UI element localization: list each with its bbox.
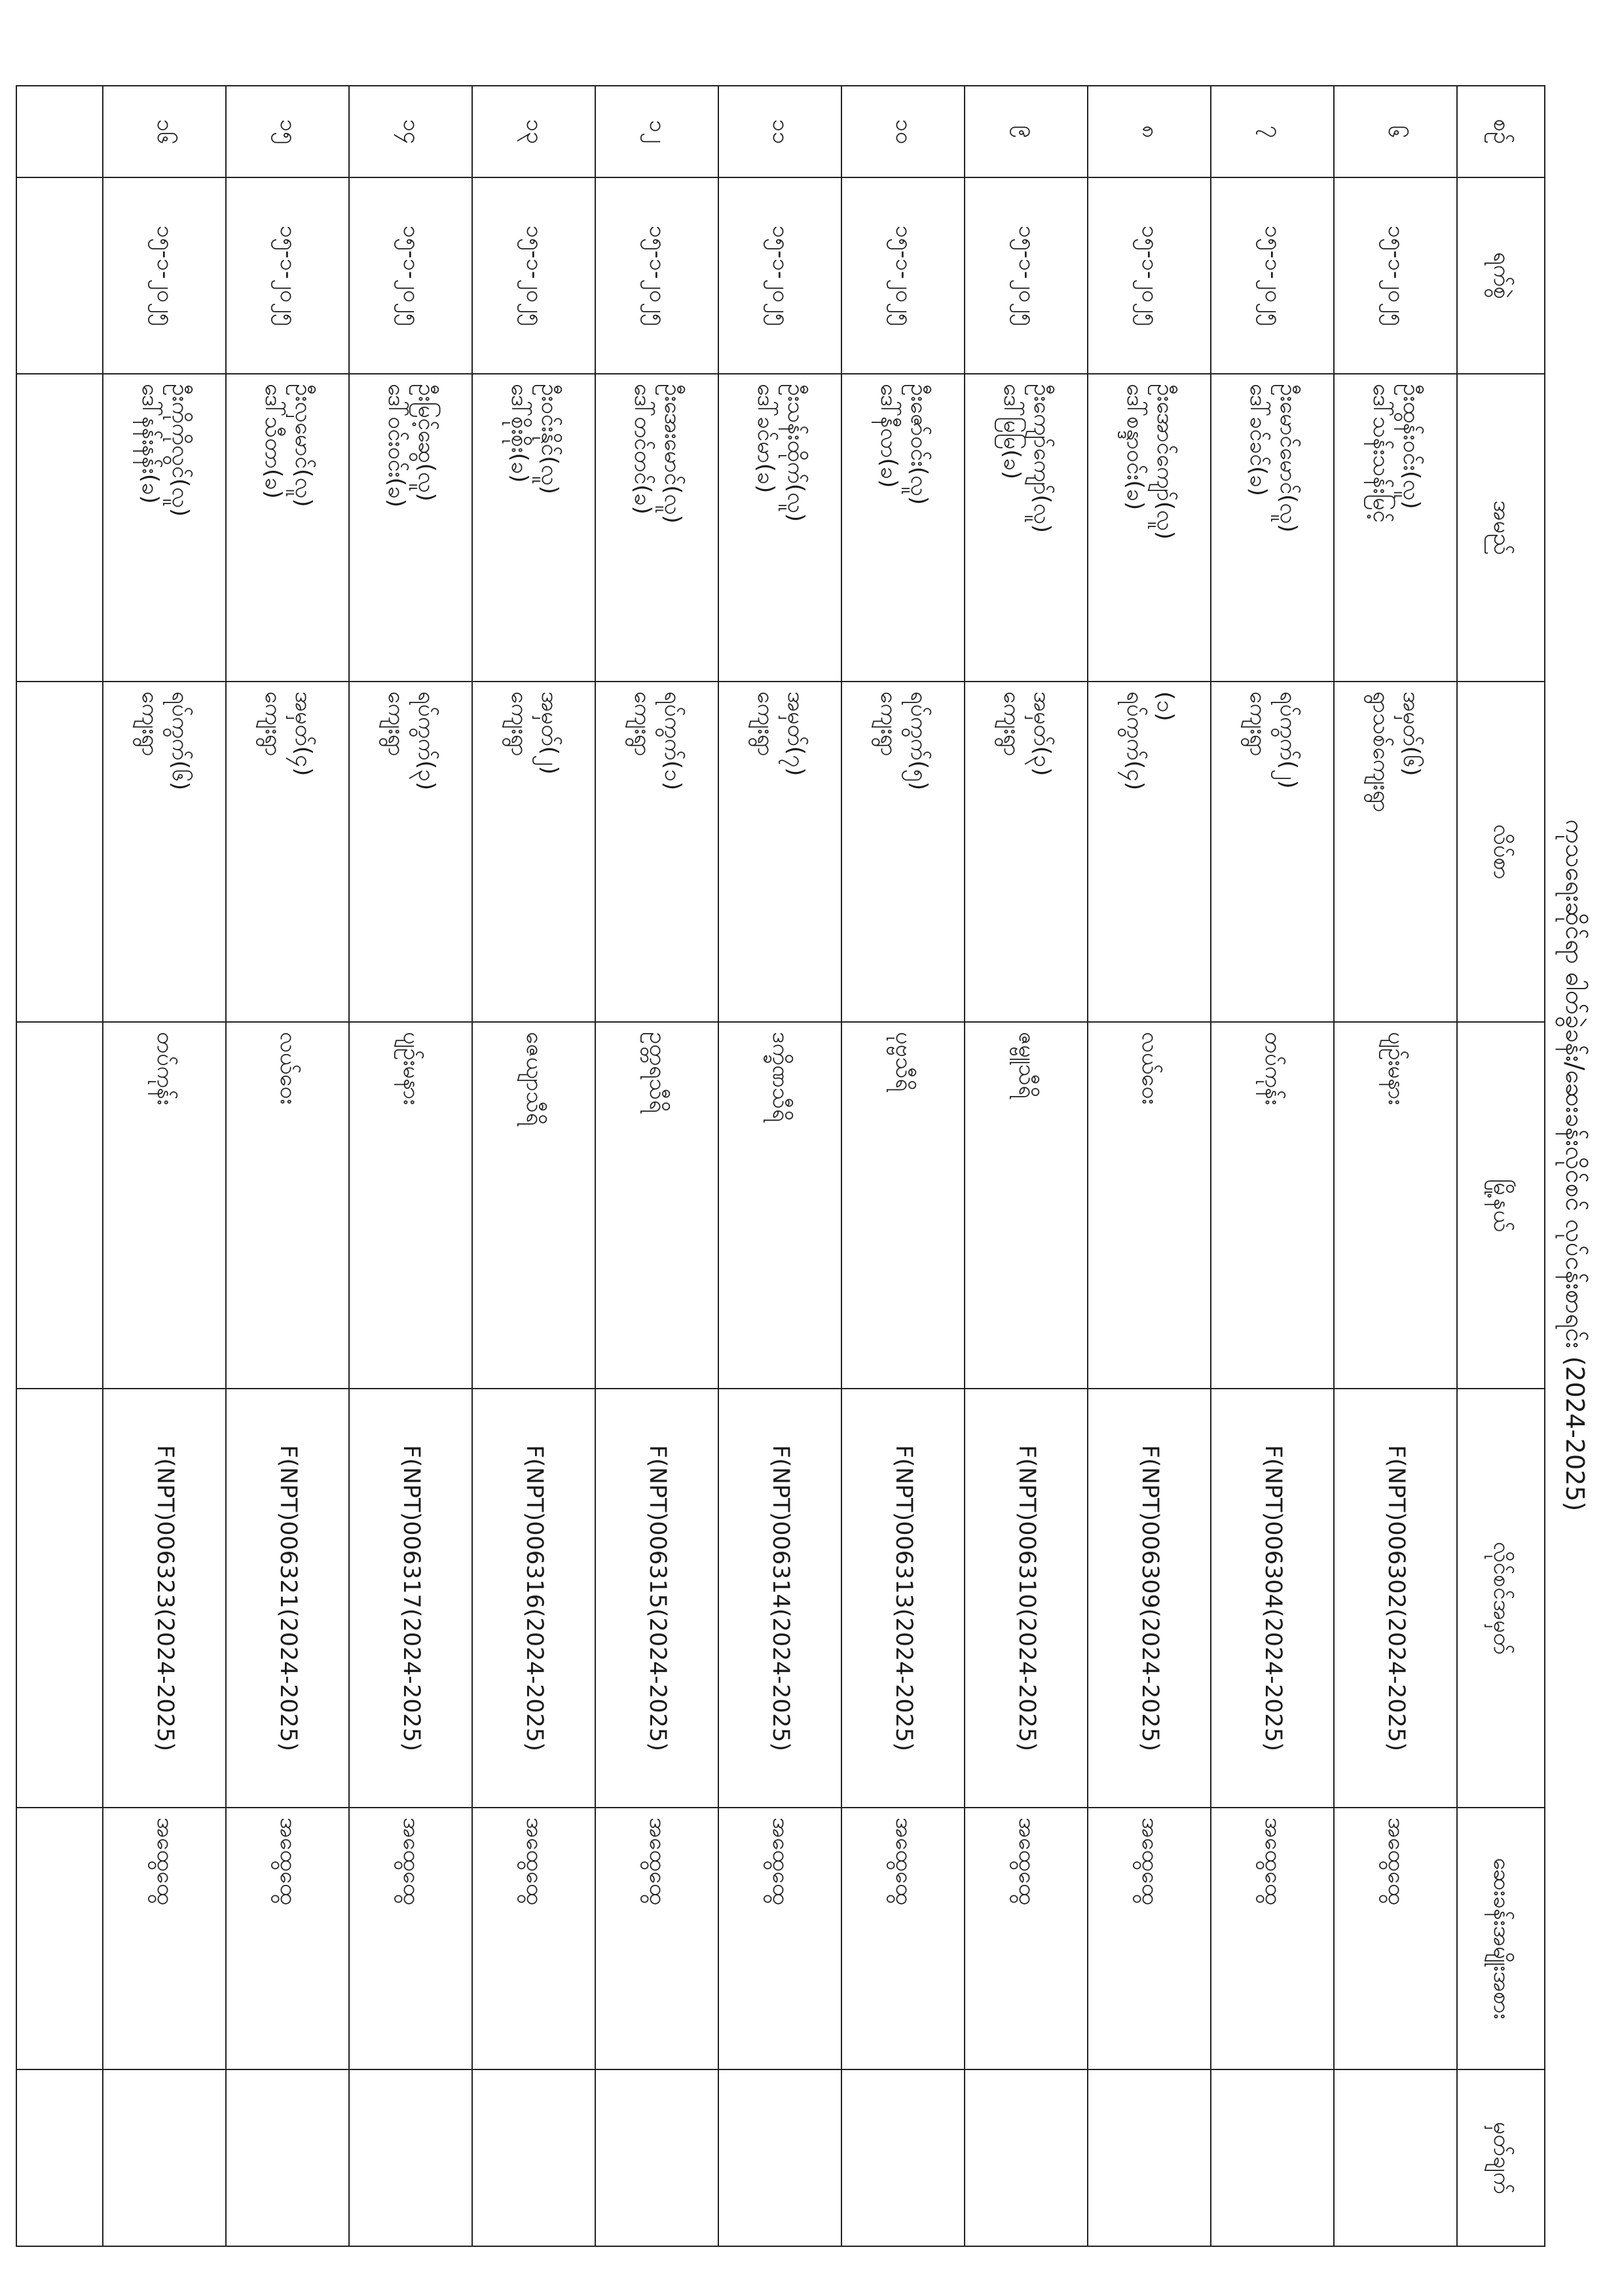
name-line: ဒေါ်ဝင်းဝင်း(ခ) <box>383 384 409 508</box>
cell-license: F(NPT)006314(2024-2025) <box>718 1389 841 1808</box>
address-line: ကျေးရွာ <box>260 691 286 757</box>
header-address: လိပ်စာ <box>1457 682 1545 1022</box>
cell-address <box>1211 682 1334 1022</box>
table-header-row <box>1457 86 1545 2246</box>
cell-name <box>16 374 103 682</box>
cell-license: F(NPT)006316(2024-2025) <box>472 1389 595 1808</box>
address-line: ကျေးရွာ <box>1245 691 1271 757</box>
cell-no: ၁၂ <box>595 86 718 177</box>
table-body <box>16 86 1457 2246</box>
address-line: ကျေးရွာ <box>752 691 779 757</box>
table-row <box>1334 86 1457 2246</box>
address-line: အမှတ်(၆) <box>1397 691 1424 776</box>
cell-name <box>103 374 226 682</box>
address-line: ကျေးရွာ <box>137 691 163 757</box>
cell-address <box>226 682 349 1022</box>
name-line: ဒေါ်သီတာ(ခ) <box>260 384 286 499</box>
cell-township: ဥတ္တရသီရိ <box>595 1022 718 1389</box>
cell-remark <box>349 2069 472 2246</box>
name-line: ဦးဇော်ဝင်း(လူ) <box>905 384 932 505</box>
cell-type: အထွေထွေ <box>1088 1808 1211 2069</box>
cell-license: F(NPT)006302(2024-2025) <box>1334 1389 1457 1808</box>
cell-remark <box>16 2069 103 2246</box>
address-line: အမှတ်(၇) <box>782 691 809 776</box>
cell-remark <box>965 2069 1088 2246</box>
cell-no <box>16 86 103 177</box>
cell-address <box>16 682 103 1022</box>
cell-license: F(NPT)006315(2024-2025) <box>595 1389 718 1808</box>
cell-name <box>718 374 841 682</box>
cell-no: ၈ <box>1088 86 1211 177</box>
cell-township: ဇမ္ဗူသီရိ <box>965 1022 1088 1389</box>
cell-license: F(NPT)006304(2024-2025) <box>1211 1389 1334 1808</box>
cell-name <box>965 374 1088 682</box>
cell-no: ၉ <box>965 86 1088 177</box>
header-township: မြို့နယ် <box>1457 1022 1545 1389</box>
cell-date: ၁၅-၁-၂၀၂၅ <box>103 177 226 374</box>
cell-address <box>103 682 226 1022</box>
address-line: ရပ်ကွက်(၁) <box>659 691 686 791</box>
cell-date: ၁၅-၁-၂၀၂၅ <box>349 177 472 374</box>
name-line: ဒေါ်ခင်မာ(ခ) <box>752 384 779 494</box>
cell-name <box>841 374 965 682</box>
address-line: အမှတ်(၂) <box>536 691 563 774</box>
cell-township: တပ်ကုန်း <box>1211 1022 1334 1389</box>
cell-township: လယ်ဝေး <box>226 1022 349 1389</box>
address-line: ကျေးရွာ <box>506 691 532 757</box>
address-line: ကျေးရွာ <box>629 691 655 757</box>
cell-no: ၁၅ <box>226 86 349 177</box>
cell-type: အထွေထွေ <box>226 1808 349 2069</box>
cell-date: ၁၅-၁-၂၀၂၅ <box>595 177 718 374</box>
cell-address <box>965 682 1088 1022</box>
cell-remark <box>1088 2069 1211 2246</box>
header-type: ဆေးခန်းအမျိုးအစား <box>1457 1808 1545 2069</box>
address-line: ရပ်ကွက်(၅) <box>905 691 932 791</box>
cell-type: အထွေထွေ <box>718 1808 841 2069</box>
cell-no: ၇ <box>1211 86 1334 177</box>
table-row <box>718 86 841 2246</box>
cell-remark <box>718 2069 841 2246</box>
cell-address <box>349 682 472 1022</box>
cell-license: F(NPT)006323(2024-2025) <box>103 1389 226 1808</box>
cell-type: အထွေထွေ <box>103 1808 226 2069</box>
document-title: ကုသရေးဆိုင်ရာ ဓါတ်ခွဲခန်း/ဆေးခန်းလိုင်စင် လုပ်ငန်းစာရင်း (2024-2025) <box>1560 819 1589 1512</box>
cell-name <box>226 374 349 682</box>
cell-township: ပျဉ်းမနား <box>1334 1022 1457 1389</box>
table-row <box>1088 86 1211 2246</box>
cell-license: F(NPT)006309(2024-2025) <box>1088 1389 1211 1808</box>
cell-remark <box>472 2069 595 2246</box>
header-remark: မှတ်ချက် <box>1457 2069 1545 2246</box>
cell-name <box>349 374 472 682</box>
address-line: ရွာသစ်ကျေးရွာ <box>1368 691 1394 812</box>
cell-township: ဇေယျာသီရိ <box>472 1022 595 1389</box>
cell-date: ၁၅-၁-၂၀၂၅ <box>1211 177 1334 374</box>
cell-type: အထွေထွေ <box>595 1808 718 2069</box>
name-line: ဒေါ်စိုးစိုး(ခ) <box>506 384 532 483</box>
cell-type: အထွေထွေ <box>965 1808 1088 2069</box>
cell-name <box>595 374 718 682</box>
table-row <box>103 86 226 2246</box>
address-line: ကျေးရွာ <box>383 691 409 757</box>
header-name: အမည် <box>1457 374 1545 682</box>
table-row <box>1211 86 1334 2246</box>
name-line: ဦးမြင့်ဆွေ(လူ) <box>413 384 439 501</box>
name-line: ဦးမောင်မောင်(လူ) <box>1274 384 1301 533</box>
table-row <box>841 86 965 2246</box>
cell-name <box>1334 374 1457 682</box>
cell-township <box>16 1022 103 1389</box>
cell-address <box>595 682 718 1022</box>
table-row <box>226 86 349 2246</box>
cell-remark <box>1211 2069 1334 2246</box>
name-line: ဦးကိုကိုလွင်(လူ) <box>166 384 193 517</box>
cell-address <box>472 682 595 1022</box>
name-line: ဒေါ်မြမြ(ခ) <box>999 384 1025 480</box>
cell-township: ပုဗ္ဗသီရိ <box>841 1022 965 1389</box>
address-line: ရပ်ကွက်(၆) <box>166 691 193 791</box>
address-line: အမှတ်(၄) <box>289 691 316 776</box>
table-row <box>16 86 103 2246</box>
address-line: ရပ်ကွက်(၂) <box>1274 691 1301 789</box>
cell-remark <box>595 2069 718 2246</box>
cell-address <box>841 682 965 1022</box>
address-line: အမှတ်(၃) <box>1028 691 1055 776</box>
cell-type: အထွေထွေ <box>349 1808 472 2069</box>
cell-no: ၁၃ <box>472 86 595 177</box>
cell-township: လယ်ဝေး <box>1088 1022 1211 1389</box>
cell-date: ၁၅-၁-၂၀၂၅ <box>965 177 1088 374</box>
name-line: ဦးအေးမောင်(လူ) <box>659 384 686 524</box>
cell-date: ၁၅-၁-၂၀၂၅ <box>472 177 595 374</box>
name-line: ဒေါ်သန်းသန်းမြင့် <box>1368 384 1394 523</box>
cell-name <box>472 374 595 682</box>
cell-date: ၁၅-၁-၂၀၂၅ <box>1088 177 1211 374</box>
table-row <box>472 86 595 2246</box>
cell-license: F(NPT)006317(2024-2025) <box>349 1389 472 1808</box>
cell-remark <box>103 2069 226 2246</box>
table-row <box>595 86 718 2246</box>
name-line: ဒေါ်ခင်ခင်(ခ) <box>1245 384 1271 496</box>
cell-no: ၁၆ <box>103 86 226 177</box>
cell-township: တပ်ကုန်း <box>103 1022 226 1389</box>
cell-name <box>1211 374 1334 682</box>
cell-type: အထွေထွေ <box>472 1808 595 2069</box>
address-line: (၁) <box>1151 691 1178 721</box>
cell-license: F(NPT)006321(2024-2025) <box>226 1389 349 1808</box>
cell-remark <box>1334 2069 1457 2246</box>
name-line: ဦးထွန်းဝင်း(လူ) <box>1397 384 1424 509</box>
header-date: ရက်စွဲ <box>1457 177 1545 374</box>
name-line: ဒေါ်စန္ဒာဝင်း(ခ) <box>1122 384 1148 511</box>
cell-type: အထွေထွေ <box>1211 1808 1334 2069</box>
address-line: ကျေးရွာ <box>999 691 1025 757</box>
cell-license <box>16 1389 103 1808</box>
name-line: ဦးသန်းထိုက်(လူ) <box>782 384 809 522</box>
cell-township: ပျဉ်းမနား <box>349 1022 472 1389</box>
cell-license: F(NPT)006313(2024-2025) <box>841 1389 965 1808</box>
address-line: ရပ်ကွက်(၄) <box>1122 691 1148 791</box>
cell-no: ၆ <box>1334 86 1457 177</box>
cell-license: F(NPT)006310(2024-2025) <box>965 1389 1088 1808</box>
name-line: ဦးကျော်ကျော်(လူ) <box>1028 384 1055 534</box>
records-table <box>16 85 1545 2247</box>
cell-date: ၁၅-၁-၂၀၂၅ <box>226 177 349 374</box>
cell-remark <box>226 2069 349 2246</box>
table-row <box>965 86 1088 2246</box>
cell-date: ၁၅-၁-၂၀၂၅ <box>718 177 841 374</box>
cell-address <box>1088 682 1211 1022</box>
cell-no: ၁၀ <box>841 86 965 177</box>
address-line: ရပ်ကွက်(၃) <box>413 691 439 791</box>
header-license: လိုင်စင်အမှတ် <box>1457 1389 1545 1808</box>
table-row <box>349 86 472 2246</box>
cell-name <box>1088 374 1211 682</box>
name-line: ဦးဝင်းနိုင်(လူ) <box>536 384 563 494</box>
name-line: ဒေါ်နီလာ(ခ) <box>876 384 902 488</box>
name-line: ဒေါ်နန်းနန်း(ခ) <box>137 384 163 504</box>
cell-date <box>16 177 103 374</box>
cell-address <box>1334 682 1457 1022</box>
cell-type <box>16 1808 103 2069</box>
cell-township: ဒက္ခိဏသီရိ <box>718 1022 841 1389</box>
cell-remark <box>841 2069 965 2246</box>
cell-no: ၁၁ <box>718 86 841 177</box>
address-line: ကျေးရွာ <box>876 691 902 757</box>
cell-no: ၁၄ <box>349 86 472 177</box>
name-line: ဒေါ်တင်တင်(ခ) <box>629 384 655 515</box>
cell-date: ၁၅-၁-၂၀၂၅ <box>841 177 965 374</box>
name-line: ဦးလှမောင်(လူ) <box>289 384 316 507</box>
cell-address <box>718 682 841 1022</box>
cell-date: ၁၅-၁-၂၀၂၅ <box>1334 177 1457 374</box>
cell-type: အထွေထွေ <box>1334 1808 1457 2069</box>
header-no: စဉ် <box>1457 86 1545 177</box>
name-line: ဦးအောင်ကျော်(လူ) <box>1151 384 1178 540</box>
cell-type: အထွေထွေ <box>841 1808 965 2069</box>
